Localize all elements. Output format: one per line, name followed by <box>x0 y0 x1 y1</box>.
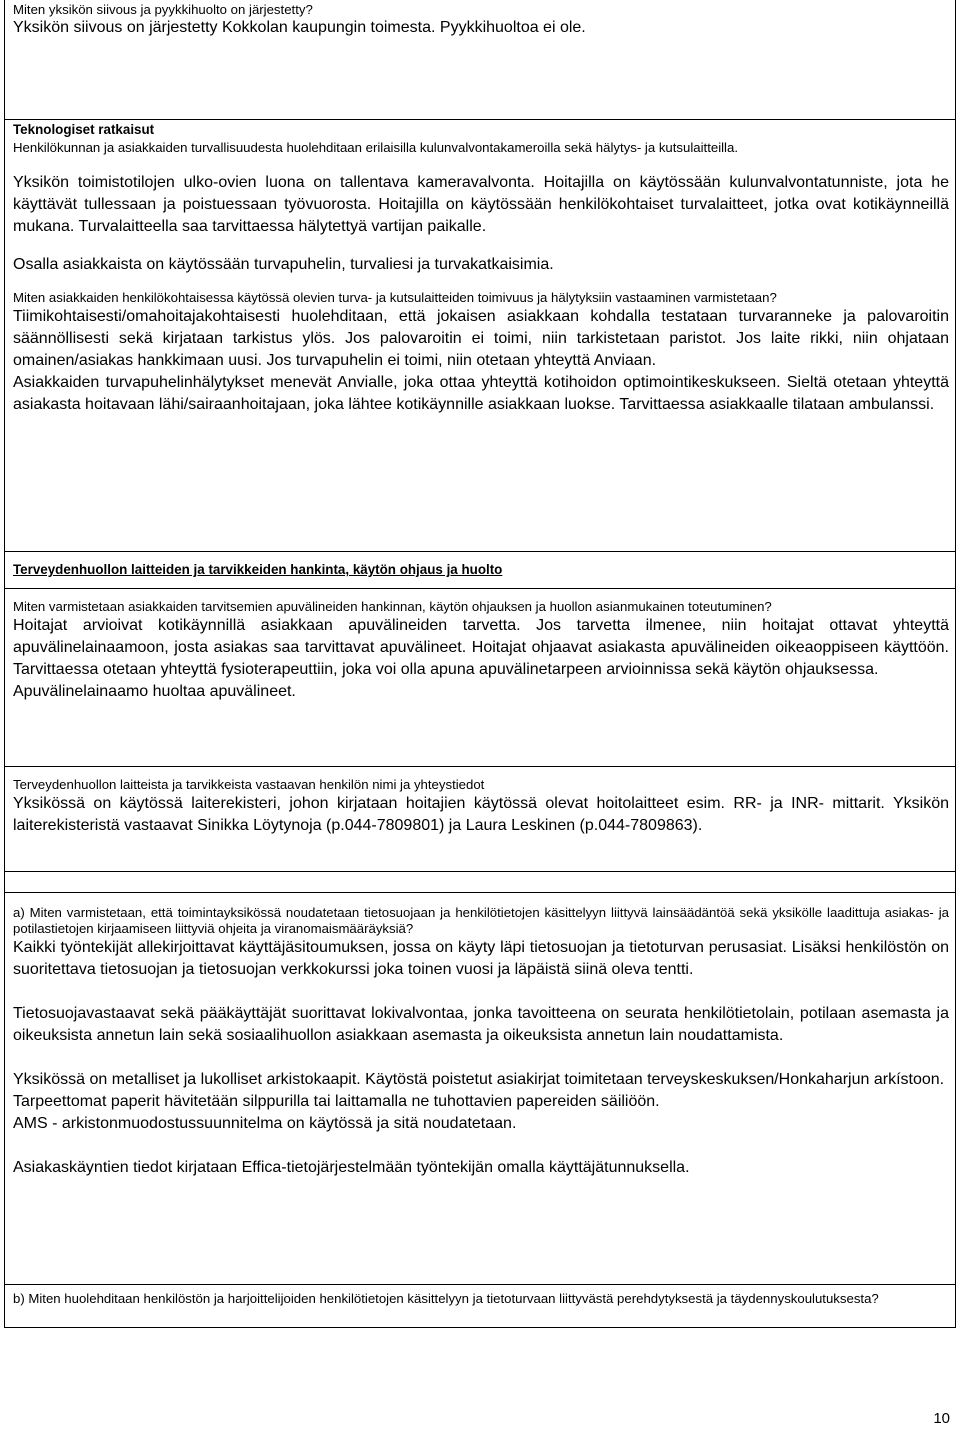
cleaning-question: Miten yksikön siivous ja pyykkihuolto on järjestetty? <box>13 2 313 17</box>
devices-question: Miten varmistetaan asiakkaiden tarvitsemien apuvälineiden hankinnan, käytön ohjauksen ja huollon asianmukainen toteutuminen? <box>13 599 772 614</box>
technology-answer-2: Osalla asiakkaista on käytössään turvapuhelin, turvaliesi ja turvakatkaisimia. <box>13 256 554 273</box>
technology-answer-3: Tiimikohtaisesti/omahoitajakohtaisesti huolehditaan, että jokaisen asiakkaan kohdalla testataan turvaranneke ja palovaroitin säännöllisesti sekä kirjataan tarkistus ylös. Jos palovaroitin ei toimi, niin tarkistetaan paristot. Jos laite rikki, niin ohjataan omainen/asiakas hankkimaan uusi. Jos turvapuhelin ei toimi, niin otetaan yhteyttä Anviaan. <box>13 308 949 369</box>
privacy-answer-1: Kaikki työntekijät allekirjoittavat käyttäjäsitoumuksen, jossa on käyty läpi tietosuojan ja tietoturvan perusasiat. Lisäksi henkilöstön on suoritettava tietosuojan ja tietosuojan verkkokurssi joka toinen vuosi ja läpäistä siinä oleva tentti. <box>13 939 949 978</box>
responsible-section <box>4 766 956 872</box>
technology-question-2: Miten asiakkaiden henkilökohtaisessa käytössä olevien turva- ja kutsulaitteiden toimivuus ja hälytyksiin vastaaminen varmistetaan? <box>13 290 777 305</box>
devices-answer-1: Hoitajat arvioivat kotikäynnillä asiakkaan apuvälineiden tarvetta. Jos tarvetta ilmenee, niin hoitajat ottavat yhteyttä apuvälinelainaamoon, josta asiakas saa tarvittavat apuvälineet. Hoitajat ohjaavat asiakasta apuvälineiden oikeaoppiseen käyttöön. Tarvittaessa otetaan yhteyttä fysioterapeuttiin, joka voi olla apuna apuvälinetarpeen arvioinnissa sekä käytön ohjauksessa. <box>13 617 949 678</box>
privacy-answer-3: Yksikössä on metalliset ja lukolliset arkistokaapit. Käytöstä poistetut asiakirjat toimitetaan terveyskeskuksen/Honkaharjun arkístoon. <box>13 1071 945 1088</box>
devices-section <box>4 588 956 767</box>
devices-heading: Terveydenhuollon laitteiden ja tarvikkeiden hankinta, käytön ohjaus ja huolto <box>13 562 503 577</box>
training-section <box>4 1284 956 1328</box>
cleaning-answer: Yksikön siivous on järjestetty Kokkolan kaupungin toimesta. Pyykkihuoltoa ei ole. <box>13 19 586 36</box>
page-number: 10 <box>933 1410 950 1427</box>
responsible-question: Terveydenhuollon laitteista ja tarvikkeista vastaavan henkilön nimi ja yhteystiedot <box>13 777 485 792</box>
technology-question: Henkilökunnan ja asiakkaiden turvallisuudesta huolehditaan erilaisilla kulunvalvontakameroilla sekä hälytys- ja kutsulaitteilla. <box>13 140 738 155</box>
privacy-answer-2: Tietosuojavastaavat sekä pääkäyttäjät suorittavat lokivalvontaa, jonka tavoitteena on seurata henkilötietolain, potilaan asemasta ja oikeuksista annetun lain sekä sosiaalihuollon asiakkaan asemasta ja oikeuksista annetun lain noudattamista. <box>13 1005 949 1044</box>
technology-answer-4: Asiakkaiden turvapuhelinhälytykset menevät Anvialle, joka ottaa yhteyttä kotihoidon optimointikeskukseen. Sieltä otetaan yhteyttä asiakasta hoitavaan lähi/sairaanhoitajaan, joka lähtee kotikäynnille asiakkaan luokse. Tarvittaessa asiakkaalle tilataan ambulanssi. <box>13 374 949 413</box>
privacy-answer-4: Tarpeettomat paperit hävitetään silppurilla tai laittamalla ne tuhottavien papereiden säiliöön. <box>13 1093 660 1110</box>
cleaning-section <box>4 0 956 120</box>
empty-row <box>4 871 956 893</box>
devices-heading-section <box>4 551 956 589</box>
privacy-question: a) Miten varmistetaan, että toimintayksikössä noudatetaan tietosuojaan ja henkilötietojen käsittelyyn liittyvä lainsäädäntöä sekä yksikölle laadittuja asiakas- ja potilastietojen kirjaamiseen liittyviä ohjeita ja viranomaismääräyksiä? <box>13 905 949 936</box>
training-question: b) Miten huolehditaan henkilöstön ja harjoittelijoiden henkilötietojen käsittelyyn ja tietoturvaan liittyvästä perehdytyksestä ja täydennyskoulutuksesta? <box>13 1291 879 1306</box>
devices-answer-2: Apuvälinelainaamo huoltaa apuvälineet. <box>13 683 296 700</box>
technology-heading: Teknologiset ratkaisut <box>13 122 155 137</box>
privacy-answer-5: AMS - arkistonmuodostussuunnitelma on käytössä ja sitä noudatetaan. <box>13 1115 517 1132</box>
technology-answer-1: Yksikön toimistotilojen ulko-ovien luona on tallentava kameravalvonta. Hoitajilla on käytössään kulunvalvontatunniste, jota he käyttävät tullessaan ja poistuessaan työvuorosta. Hoitajilla on käytössään henkilökohtaiset turvalaitteet, jotka ovat kotikäynneillä mukana. Turvalaitteella saa tarvittaessa hälytettyä vartijan paikalle. <box>13 174 949 235</box>
technology-section <box>4 119 956 552</box>
privacy-answer-6: Asiakaskäyntien tiedot kirjataan Effica-tietojärjestelmään työntekijän omalla käyttäjätunnuksella. <box>13 1159 690 1176</box>
privacy-section <box>4 892 956 1285</box>
responsible-answer: Yksikössä on käytössä laiterekisteri, johon kirjataan hoitajien käytössä olevat hoitolaitteet esim. RR- ja INR- mittarit. Yksikön laiterekisteristä vastaavat Sinikka Löytynoja (p.044-7809801) ja Laura Leskinen (p.044-7809863). <box>13 795 949 834</box>
